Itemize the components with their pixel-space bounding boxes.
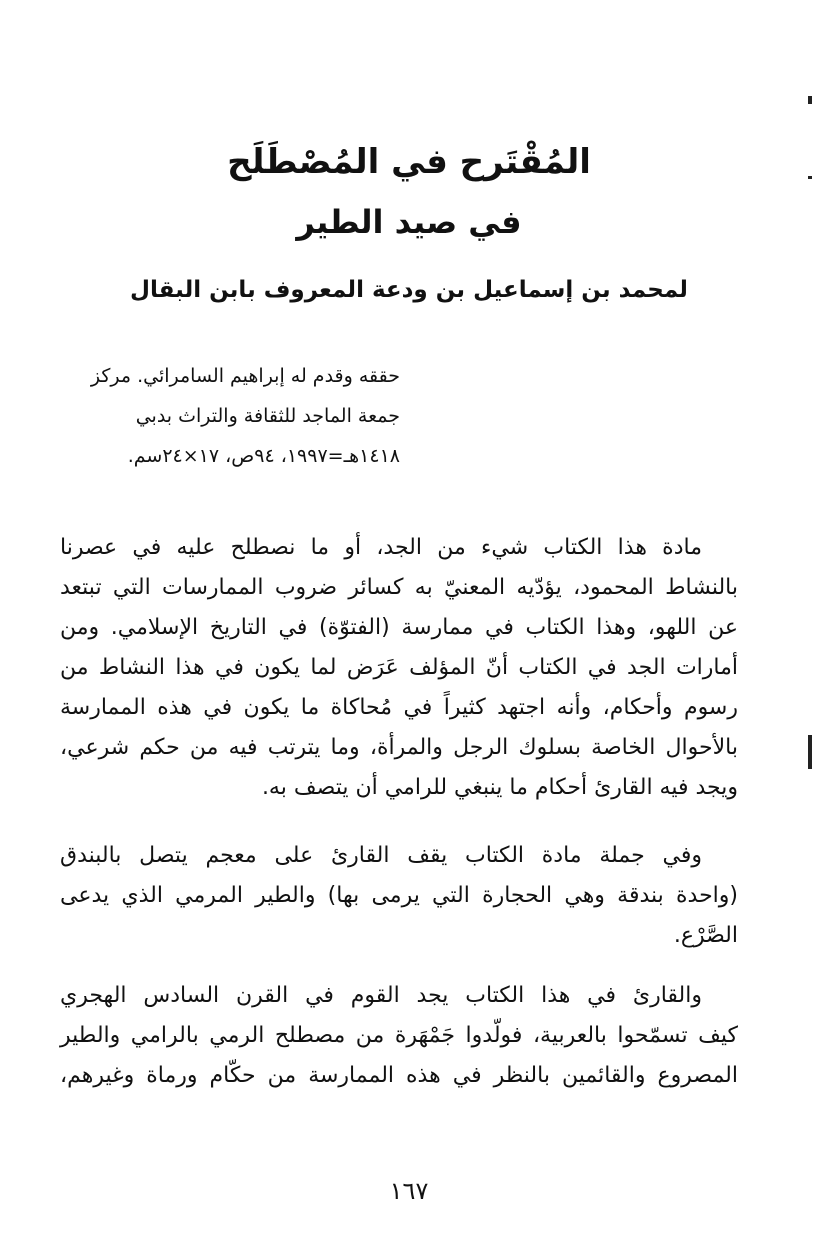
text-line: ويجد فيه القارئ أحكام ما ينبغي للرامي أن يتصف به. xyxy=(261,775,738,800)
paragraph-3 xyxy=(60,976,738,1096)
text-line: بالنشاط المحمود، يؤدّيه المعنيّ به كسائر ضروب الممارسات التي تبتعد xyxy=(60,575,738,600)
text-line: كيف تسمّحوا بالعربية، فولّدوا جَمْهَرة من مصطلح الرمي بالرامي والطير xyxy=(60,1023,738,1048)
text-line: مادة هذا الكتاب شيء من الجد، أو ما نصطلح عليه في عصرنا xyxy=(60,535,702,560)
text-line: والقارئ في هذا الكتاب يجد القوم في القرن السادس الهجري xyxy=(60,983,702,1008)
page-edge-mark xyxy=(808,96,812,104)
bibliography-block xyxy=(60,356,400,476)
paragraph-2 xyxy=(60,836,738,956)
text-line: الصَّرْع. xyxy=(673,923,738,948)
book-title: المُقْتَرح في المُصْطَلَح xyxy=(227,142,591,182)
text-line: (واحدة بندقة وهي الحجارة التي يرمى بها) والطير المرمي الذي يدعى xyxy=(60,883,738,908)
page-number: ١٦٧ xyxy=(389,1177,429,1205)
text-line: رسوم وأحكام، وأنه اجتهد كثيراً في مُحاكاة ما يكون في هذه الممارسة xyxy=(60,695,738,720)
text-line: وفي جملة مادة الكتاب يقف القارئ على معجم يتصل بالبندق xyxy=(60,843,702,868)
bibliography-line: حققه وقدم له إبراهيم السامرائي. مركز xyxy=(90,365,400,387)
text-line: بالأحوال الخاصة بسلوك الرجل والمرأة، وما يترتب فيه من حكم شرعي، xyxy=(60,735,738,760)
book-subtitle: في صيد الطير xyxy=(296,203,522,241)
bibliography-line: ١٤١٨هـ=١٩٩٧، ٩٤ص، ١٧×٢٤سم. xyxy=(127,445,400,467)
bibliography-line: جمعة الماجد للثقافة والتراث بدبي xyxy=(135,405,400,427)
author-line: لمحمد بن إسماعيل بن ودعة المعروف بابن البقال xyxy=(130,277,688,303)
text-line: عن اللهو، وهذا الكتاب في ممارسة (الفتوّة) في التاريخ الإسلامي. ومن xyxy=(60,615,738,640)
paragraph-1 xyxy=(60,528,738,808)
page-edge-mark xyxy=(808,735,812,769)
text-line: المصروع والقائمين بالنظر في هذه الممارسة من حكّام ورماة وغيرهم، xyxy=(60,1063,738,1088)
text-line: أمارات الجد في الكتاب أنّ المؤلف عَرَض لما يكون في هذا النشاط من xyxy=(60,655,738,680)
